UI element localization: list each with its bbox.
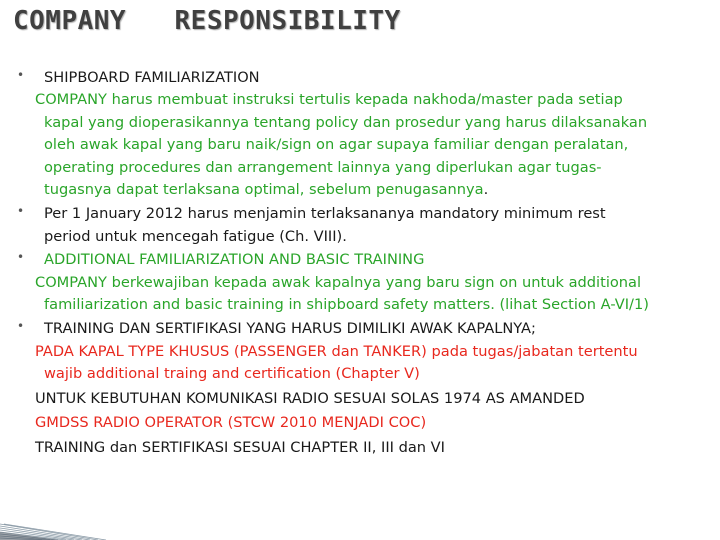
bullet-heading: ADDITIONAL FAMILIARIZATION AND BASIC TRAINING bbox=[44, 251, 425, 269]
corner-decoration bbox=[0, 512, 110, 540]
bullet-text: Per 1 January 2012 harus menjamin terlaksananya mandatory minimum rest period untuk mencegah fatigue (Ch. VIII). bbox=[44, 205, 606, 245]
bullet-text: TRAINING DAN SERTIFIKASI YANG HARUS DIMILIKI AWAK KAPALNYA; bbox=[44, 320, 536, 338]
additional-familiarization-body bbox=[14, 272, 654, 317]
bullet-training-certification bbox=[14, 318, 654, 340]
sub-item-radio-communication bbox=[14, 388, 654, 410]
bullet-icon: • bbox=[17, 204, 25, 219]
sub-item-text: PADA KAPAL TYPE KHUSUS (PASSENGER dan TANKER) pada tugas/jabatan tertentu wajib additional traing and certification (Chapter V) bbox=[35, 342, 638, 383]
sub-item-special-ships bbox=[14, 341, 654, 386]
sub-item-text: GMDSS RADIO OPERATOR (STCW 2010 MENJADI COC) bbox=[35, 414, 427, 432]
slide-content bbox=[14, 67, 654, 459]
bullet-icon: • bbox=[17, 250, 25, 265]
body-tail: . bbox=[483, 181, 489, 199]
bullet-icon: • bbox=[17, 319, 25, 334]
body-text: COMPANY berkewajiban kepada awak kapalnya yang baru sign on untuk additional familiarization and basic training in shipboard safety matters. (lihat Section A-VI/1) bbox=[35, 273, 649, 314]
bullet-heading: SHIPBOARD FAMILIARIZATION bbox=[44, 69, 260, 86]
sub-item-text: UNTUK KEBUTUHAN KOMUNIKASI RADIO SESUAI SOLAS 1974 AS AMANDED bbox=[35, 389, 585, 407]
shipboard-familiarization-body bbox=[14, 89, 654, 201]
sub-item-chapters bbox=[14, 437, 654, 459]
bullet-additional-familiarization bbox=[14, 249, 654, 271]
sub-item-text: TRAINING dan SERTIFIKASI SESUAI CHAPTER II, III dan VI bbox=[35, 438, 445, 456]
bullet-shipboard-familiarization bbox=[14, 67, 654, 89]
bullet-rest-period bbox=[14, 203, 654, 248]
slide-title: COMPANY RESPONSIBILITY bbox=[13, 6, 401, 36]
body-text: COMPANY harus membuat instruksi tertulis kepada nakhoda/master pada setiap kapal yang dioperasikannya tentang policy dan prosedur yang harus dilaksanakan oleh awak kapal yang baru naik/sign on agar supaya familiar dengan peralatan, operating procedures dan arrangement lainnya yang diperlukan agar tugas-tugasnya dapat terlaksana optimal, sebelum penugasannya bbox=[35, 91, 648, 199]
sub-item-gmdss bbox=[14, 412, 654, 434]
bullet-icon: • bbox=[17, 68, 25, 82]
